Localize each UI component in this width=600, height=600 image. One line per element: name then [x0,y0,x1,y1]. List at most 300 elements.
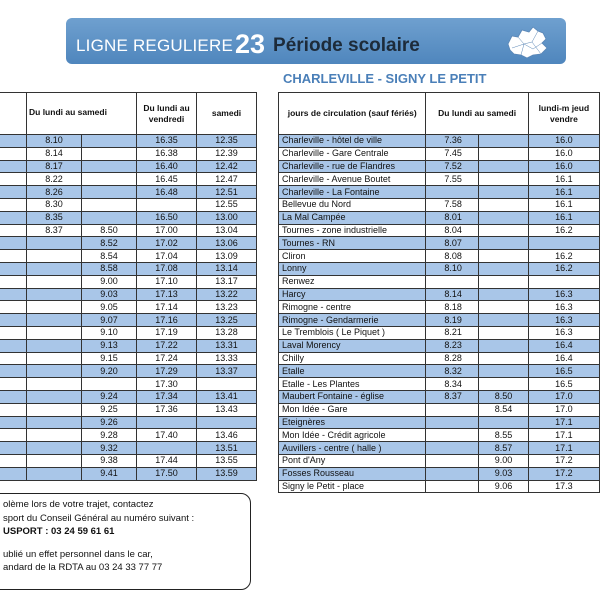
time-cell: 17.24 [137,352,197,365]
table-row [0,250,257,263]
time-cell: 17.1 [528,429,599,442]
stop-cell [0,211,27,224]
table-row [279,467,600,480]
time-cell [479,224,529,237]
stop-name: Charleville - Avenue Boutet [279,173,426,186]
info-line: ublié un effet personnel dans le car, [3,548,153,560]
time-cell [426,403,479,416]
time-cell: 16.35 [137,135,197,148]
time-cell [27,352,82,365]
time-cell: 16.3 [528,301,599,314]
time-cell: 16.5 [528,365,599,378]
stop-name: Etalle [279,365,426,378]
table-row [0,467,257,480]
time-cell [528,275,599,288]
time-cell [137,198,197,211]
time-cell [479,365,529,378]
table-row [279,147,600,160]
time-cell [82,198,137,211]
time-cell: 8.26 [27,186,82,199]
table-row [0,390,257,403]
time-cell: 16.4 [528,339,599,352]
stop-name: Charleville - rue de Flandres [279,160,426,173]
time-cell: 12.39 [197,147,257,160]
table-row [279,454,600,467]
time-cell: 9.26 [82,416,137,429]
time-cell: 8.28 [426,352,479,365]
time-cell: 9.06 [479,480,529,493]
stop-name: Le Tremblois ( Le Piquet ) [279,326,426,339]
stop-cell [0,288,27,301]
stop-name: Etalle - Les Plantes [279,378,426,391]
time-cell: 16.50 [137,211,197,224]
table-row [279,326,600,339]
time-cell [82,211,137,224]
header-days: jours de circulation (sauf fériés) [279,93,426,135]
time-cell: 7.45 [426,147,479,160]
stop-name: Bellevue du Nord [279,198,426,211]
time-cell: 7.55 [426,173,479,186]
time-cell: 17.50 [137,467,197,480]
stop-name: Mon Idée - Crédit agricole [279,429,426,442]
header-stop-column [0,93,27,135]
header-saturday: samedi [197,93,257,135]
time-cell: 9.32 [82,442,137,455]
stop-cell [0,237,27,250]
time-cell: 17.2 [528,467,599,480]
time-cell [426,467,479,480]
left-timetable-body [0,135,257,481]
stop-cell [0,442,27,455]
time-cell [528,237,599,250]
time-cell: 13.00 [197,211,257,224]
time-cell [27,416,82,429]
time-cell [479,378,529,391]
time-cell: 17.14 [137,301,197,314]
stop-name: Tournes - RN [279,237,426,250]
stop-cell [0,429,27,442]
time-cell: 13.04 [197,224,257,237]
ardennes-map-icon [502,24,552,60]
time-cell: 8.10 [426,262,479,275]
table-row [0,288,257,301]
time-cell: 9.03 [82,288,137,301]
stop-name: Charleville - hôtel de ville [279,135,426,148]
table-row [0,147,257,160]
table-row [279,480,600,493]
stop-cell [0,339,27,352]
table-row [279,173,600,186]
time-cell [426,429,479,442]
time-cell: 8.35 [27,211,82,224]
time-cell: 17.04 [137,250,197,263]
time-cell [197,416,257,429]
header-mon-fri-partial: lundi-m jeud vendre [528,93,599,135]
time-cell [27,378,82,391]
time-cell: 17.36 [137,403,197,416]
contact-info-box [0,493,251,590]
stop-cell [0,198,27,211]
time-cell: 13.31 [197,339,257,352]
time-cell: 8.57 [479,442,529,455]
time-cell: 12.55 [197,198,257,211]
stop-name: Signy le Petit - place [279,480,426,493]
rdta-phone: andard de la RDTA au 03 24 33 77 77 [3,562,163,574]
time-cell [479,262,529,275]
table-row [279,429,600,442]
time-cell [27,365,82,378]
table-row [0,237,257,250]
time-cell: 17.02 [137,237,197,250]
stop-name: Maubert Fontaine - église [279,390,426,403]
time-cell [479,250,529,263]
time-cell: 12.47 [197,173,257,186]
time-cell [137,442,197,455]
time-cell: 13.59 [197,467,257,480]
time-cell [479,275,529,288]
time-cell: 9.41 [82,467,137,480]
stop-cell [0,378,27,391]
time-cell: 9.07 [82,314,137,327]
time-cell: 8.37 [27,224,82,237]
period-label: Période scolaire [273,35,420,56]
table-row [279,365,600,378]
table-row [279,211,600,224]
time-cell: 17.3 [528,480,599,493]
time-cell: 8.50 [479,390,529,403]
time-cell [479,288,529,301]
table-row [0,403,257,416]
table-row [0,275,257,288]
transport-phone: USPORT : 03 24 59 61 61 [3,526,115,538]
time-cell: 17.44 [137,454,197,467]
stop-cell [0,301,27,314]
time-cell [27,403,82,416]
stop-cell [0,454,27,467]
table-row [279,390,600,403]
table-row [0,186,257,199]
time-cell [27,314,82,327]
time-cell [479,211,529,224]
stop-name: Fosses Rousseau [279,467,426,480]
table-row [279,416,600,429]
table-row [279,250,600,263]
stop-cell [0,390,27,403]
time-cell: 13.41 [197,390,257,403]
right-timetable-body [279,135,600,493]
time-cell [479,416,529,429]
time-cell [479,135,529,148]
table-row [0,352,257,365]
table-row [279,352,600,365]
time-cell: 8.21 [426,326,479,339]
time-cell: 9.05 [82,301,137,314]
time-cell: 17.30 [137,378,197,391]
time-cell: 9.03 [479,467,529,480]
table-row [0,262,257,275]
stop-name: Rimogne - centre [279,301,426,314]
stop-cell [0,314,27,327]
time-cell: 9.00 [479,454,529,467]
stop-name: Renwez [279,275,426,288]
time-cell: 8.23 [426,339,479,352]
stop-name: Chilly [279,352,426,365]
time-cell: 16.3 [528,314,599,327]
route-title: CHARLEVILLE - SIGNY LE PETIT [283,71,487,86]
time-cell: 17.00 [137,224,197,237]
time-cell [479,339,529,352]
time-cell [82,160,137,173]
table-row [0,198,257,211]
stop-name: Harcy [279,288,426,301]
stop-name: Rimogne - Gendarmerie [279,314,426,327]
table-row [0,365,257,378]
time-cell: 12.42 [197,160,257,173]
table-row [0,416,257,429]
time-cell: 17.1 [528,442,599,455]
time-cell [197,378,257,391]
time-cell: 8.01 [426,211,479,224]
time-cell: 13.43 [197,403,257,416]
time-cell: 13.28 [197,326,257,339]
header-mon-fri: Du lundi au vendredi [137,93,197,135]
time-cell [82,173,137,186]
time-cell [82,186,137,199]
time-cell: 7.36 [426,135,479,148]
time-cell [479,237,529,250]
table-row [279,198,600,211]
time-cell [479,186,529,199]
time-cell: 17.0 [528,403,599,416]
stop-cell [0,186,27,199]
table-row [279,275,600,288]
table-row [0,224,257,237]
stop-cell [0,275,27,288]
table-row [0,160,257,173]
banner-text [76,27,420,58]
table-row [0,173,257,186]
title-banner [66,18,566,64]
time-cell [426,186,479,199]
time-cell [426,454,479,467]
time-cell: 8.30 [27,198,82,211]
table-row [279,160,600,173]
time-cell: 17.16 [137,314,197,327]
time-cell: 16.1 [528,198,599,211]
time-cell: 16.2 [528,262,599,275]
line-number: 23 [235,29,266,59]
header-mon-sat: Du lundi au samedi [426,93,528,135]
time-cell: 17.0 [528,390,599,403]
time-cell: 8.52 [82,237,137,250]
time-cell [479,352,529,365]
table-row [0,454,257,467]
table-row [279,301,600,314]
table-row [279,135,600,148]
time-cell: 13.55 [197,454,257,467]
time-cell [137,416,197,429]
stop-cell [0,416,27,429]
time-cell [82,378,137,391]
stop-name: Charleville - Gare Centrale [279,147,426,160]
time-cell: 16.3 [528,326,599,339]
time-cell: 17.1 [528,416,599,429]
stop-cell [0,224,27,237]
time-cell [426,442,479,455]
time-cell [27,326,82,339]
time-cell: 7.52 [426,160,479,173]
time-cell [426,480,479,493]
stop-name: Tournes - zone industrielle [279,224,426,237]
time-cell: 16.1 [528,186,599,199]
time-cell: 9.10 [82,326,137,339]
time-cell: 16.2 [528,250,599,263]
stop-name: Mon Idée - Gare [279,403,426,416]
time-cell: 13.23 [197,301,257,314]
time-cell: 9.00 [82,275,137,288]
table-row [0,314,257,327]
time-cell [27,429,82,442]
stop-name: Lonny [279,262,426,275]
time-cell [27,390,82,403]
time-cell: 13.51 [197,442,257,455]
table-row [0,301,257,314]
time-cell: 13.25 [197,314,257,327]
table-row [279,262,600,275]
stop-name: La Mal Campée [279,211,426,224]
time-cell: 8.14 [426,288,479,301]
table-row [279,378,600,391]
time-cell: 17.08 [137,262,197,275]
time-cell [27,250,82,263]
time-cell: 16.38 [137,147,197,160]
time-cell: 17.13 [137,288,197,301]
time-cell [27,288,82,301]
stop-cell [0,173,27,186]
table-row [0,339,257,352]
stop-name: Auvillers - centre ( halle ) [279,442,426,455]
table-row [279,314,600,327]
time-cell: 8.34 [426,378,479,391]
time-cell: 8.55 [479,429,529,442]
time-cell: 8.08 [426,250,479,263]
stop-name: Cliron [279,250,426,263]
time-cell: 13.06 [197,237,257,250]
time-cell: 17.22 [137,339,197,352]
time-cell [27,467,82,480]
stop-cell [0,262,27,275]
time-cell: 8.04 [426,224,479,237]
time-cell: 17.40 [137,429,197,442]
stop-cell [0,250,27,263]
time-cell: 13.17 [197,275,257,288]
table-row [279,186,600,199]
stop-name: Pont d'Any [279,454,426,467]
time-cell: 17.10 [137,275,197,288]
table-row [279,442,600,455]
table-row [279,237,600,250]
table-row [279,403,600,416]
time-cell [479,160,529,173]
stop-cell [0,135,27,148]
time-cell [27,301,82,314]
time-cell [479,173,529,186]
time-cell: 17.29 [137,365,197,378]
time-cell: 17.2 [528,454,599,467]
stop-name: Charleville - La Fontaine [279,186,426,199]
time-cell: 8.07 [426,237,479,250]
time-cell: 8.50 [82,224,137,237]
time-cell: 8.17 [27,160,82,173]
time-cell: 17.19 [137,326,197,339]
time-cell [27,339,82,352]
time-cell [82,135,137,148]
time-cell: 9.24 [82,390,137,403]
time-cell: 13.46 [197,429,257,442]
stop-cell [0,467,27,480]
time-cell: 8.10 [27,135,82,148]
time-cell [82,147,137,160]
header-mon-sat: Du lundi au samedi [27,93,137,135]
time-cell: 13.37 [197,365,257,378]
time-cell: 9.15 [82,352,137,365]
time-cell: 9.25 [82,403,137,416]
info-line: olème lors de votre trajet, contactez [3,499,154,510]
time-cell: 8.32 [426,365,479,378]
right-timetable [278,92,600,493]
time-cell [479,314,529,327]
time-cell: 17.34 [137,390,197,403]
time-cell [27,454,82,467]
stop-cell [0,352,27,365]
time-cell: 16.0 [528,160,599,173]
time-cell: 13.22 [197,288,257,301]
stop-cell [0,403,27,416]
time-cell [27,442,82,455]
time-cell: 9.38 [82,454,137,467]
time-cell [426,416,479,429]
time-cell: 13.09 [197,250,257,263]
time-cell: 16.1 [528,173,599,186]
stop-cell [0,160,27,173]
time-cell: 9.20 [82,365,137,378]
time-cell: 8.19 [426,314,479,327]
time-cell: 16.0 [528,147,599,160]
time-cell [27,275,82,288]
info-line: sport du Conseil Général au numéro suivant : [3,512,195,524]
table-row [0,378,257,391]
time-cell: 13.14 [197,262,257,275]
time-cell: 13.33 [197,352,257,365]
time-cell [27,237,82,250]
stop-name: Eteignères [279,416,426,429]
time-cell: 16.5 [528,378,599,391]
stop-cell [0,147,27,160]
time-cell [479,147,529,160]
table-row [0,211,257,224]
time-cell [479,301,529,314]
time-cell: 16.40 [137,160,197,173]
time-cell: 8.54 [82,250,137,263]
table-row [0,135,257,148]
time-cell [27,262,82,275]
time-cell: 8.14 [27,147,82,160]
time-cell: 16.48 [137,186,197,199]
stop-name: Laval Morency [279,339,426,352]
time-cell: 16.2 [528,224,599,237]
time-cell: 7.58 [426,198,479,211]
time-cell: 8.18 [426,301,479,314]
